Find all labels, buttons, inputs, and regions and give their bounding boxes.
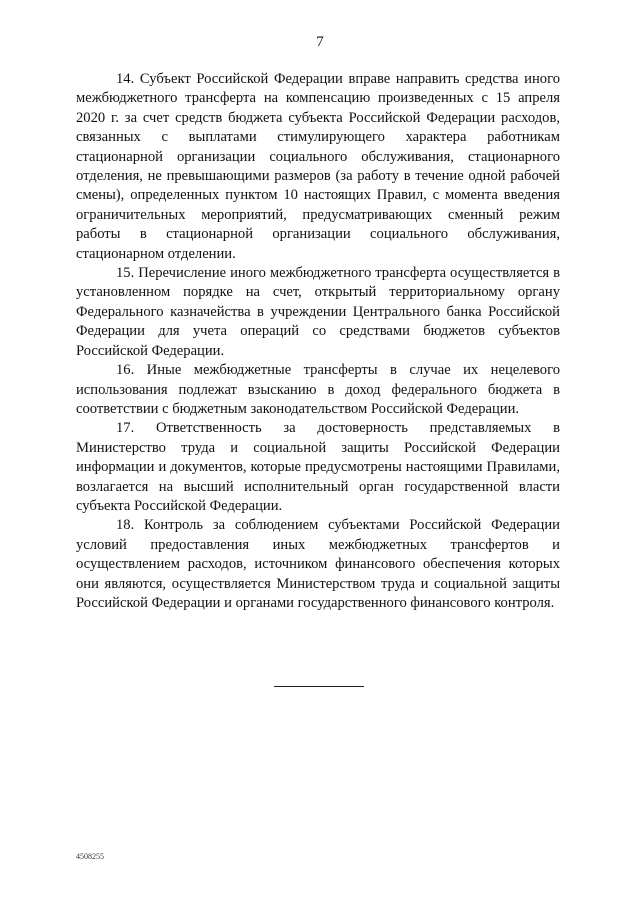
document-code: 4508255 [76, 852, 104, 861]
page-number: 7 [316, 34, 324, 50]
end-separator-line [274, 686, 364, 687]
document-body [76, 70, 560, 613]
paragraph-14: 14. Субъект Российской Федерации вправе направить средства иного межбюджетного трансферта на компенсацию произведенных с 15 апреля 2020 г. за счет средств бюджета субъекта Российской Федерации расходов, связанных с выплатами стимулирующего характера работникам стационарной организации социального обслуживания, стационарного отделения, не превышающими размеров (за работу в течение одной рабочей смены), определенных пунктом 10 настоящих Правил, с момента введения ограничительных мероприятий, предусматривающих сменный режим работы в стационарной организации социального обслуживания, стационарном отделении. [76, 71, 560, 262]
paragraph-18: 18. Контроль за соблюдением субъектами Российской Федерации условий предоставления иных межбюджетных трансфертов и осуществлением расходов, источником финансового обеспечения которых они являются, осуществляется Министерством труда и социальной защиты Российской Федерации и органами государственного финансового контроля. [76, 517, 560, 611]
paragraph-17: 17. Ответственность за достоверность представляемых в Министерство труда и социальной защиты Российской Федерации информации и документов, которые предусмотрены настоящими Правилами, возлагается на высший исполнительный орган государственной власти субъекта Российской Федерации. [76, 420, 560, 514]
paragraph-15: 15. Перечисление иного межбюджетного трансферта осуществляется в установленном порядке на счет, открытый территориальному органу Федерального казначейства в учреждении Центрального банка Российской Федерации для учета операций со средствами бюджетов субъектов Российской Федерации. [76, 265, 560, 359]
paragraph-16: 16. Иные межбюджетные трансферты в случае их нецелевого использования подлежат взысканию в доход федерального бюджета в соответствии с бюджетным законодательством Российской Федерации. [76, 362, 560, 417]
